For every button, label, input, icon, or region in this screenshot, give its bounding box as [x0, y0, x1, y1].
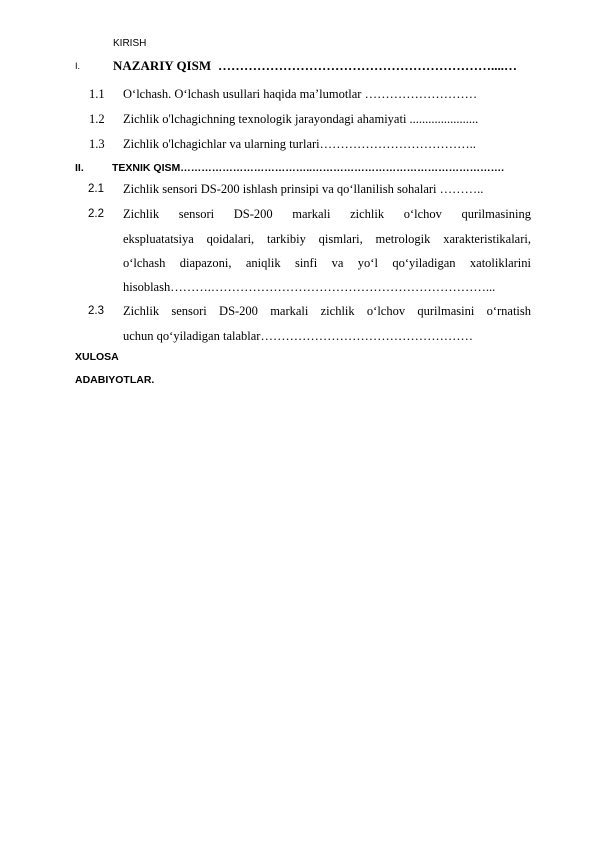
- toc-item-1-2-text: Zichlik o'lchagichning texnologik jarayondagi ahamiyati ......................: [123, 112, 479, 126]
- toc-item-2-1-number: 2.1: [88, 183, 104, 195]
- section-1-numeral: I.: [75, 61, 81, 71]
- toc-item-2-1-text: Zichlik sensori DS-200 ishlash prinsipi va qo‘llanilish sohalari ………..: [123, 182, 484, 196]
- section-2-title: TEXNIK QISM………………………………..……………………………………………….: [112, 162, 505, 174]
- toc-item-2-2-line-3: o‘lchash diapazoni, aniqlik sinfi va yo‘l qo‘yiladigan xatoliklarini: [123, 256, 531, 270]
- toc-references: ADABIYOTLAR.: [75, 374, 155, 386]
- toc-item-1-1-number: 1.1: [89, 87, 105, 101]
- toc-item-1-1-text: O‘lchash. O‘lchash usullari haqida ma’lumotlar ………………………: [123, 87, 478, 101]
- section-2-numeral: II.: [75, 162, 84, 174]
- toc-item-2-2-line-2: ekspluatatsiya qoidalari, tarkibiy qismlari, metrologik xarakteristikalari,: [123, 232, 531, 246]
- toc-item-2-3-number: 2.3: [88, 305, 104, 317]
- section-1-title: NAZARIY QISM: [113, 58, 212, 73]
- toc-item-2-2-number: 2.2: [88, 208, 104, 220]
- toc-conclusion: XULOSA: [75, 351, 119, 363]
- section-1-leader: ………………………………………………………....…: [218, 58, 517, 73]
- toc-item-1-2-number: 1.2: [89, 112, 105, 126]
- toc-item-2-3-line-1: Zichlik sensori DS-200 markali zichlik o‘lchov qurilmasini o‘rnatish: [123, 304, 531, 318]
- toc-item-2-2-line-4: hisoblash……….…………………………………………………………...: [123, 280, 496, 294]
- toc-item-2-2-line-1: Zichlik sensori DS-200 markali zichlik o‘lchov qurilmasining: [123, 207, 531, 221]
- toc-item-1-3-text: Zichlik o'lchagichlar va ularning turlari………………………………..: [123, 137, 476, 151]
- toc-intro: KIRISH: [113, 38, 147, 49]
- toc-item-1-3-number: 1.3: [89, 137, 105, 151]
- toc-item-2-3-line-2: uchun qo‘yiladigan talablar……………………………………………: [123, 329, 473, 343]
